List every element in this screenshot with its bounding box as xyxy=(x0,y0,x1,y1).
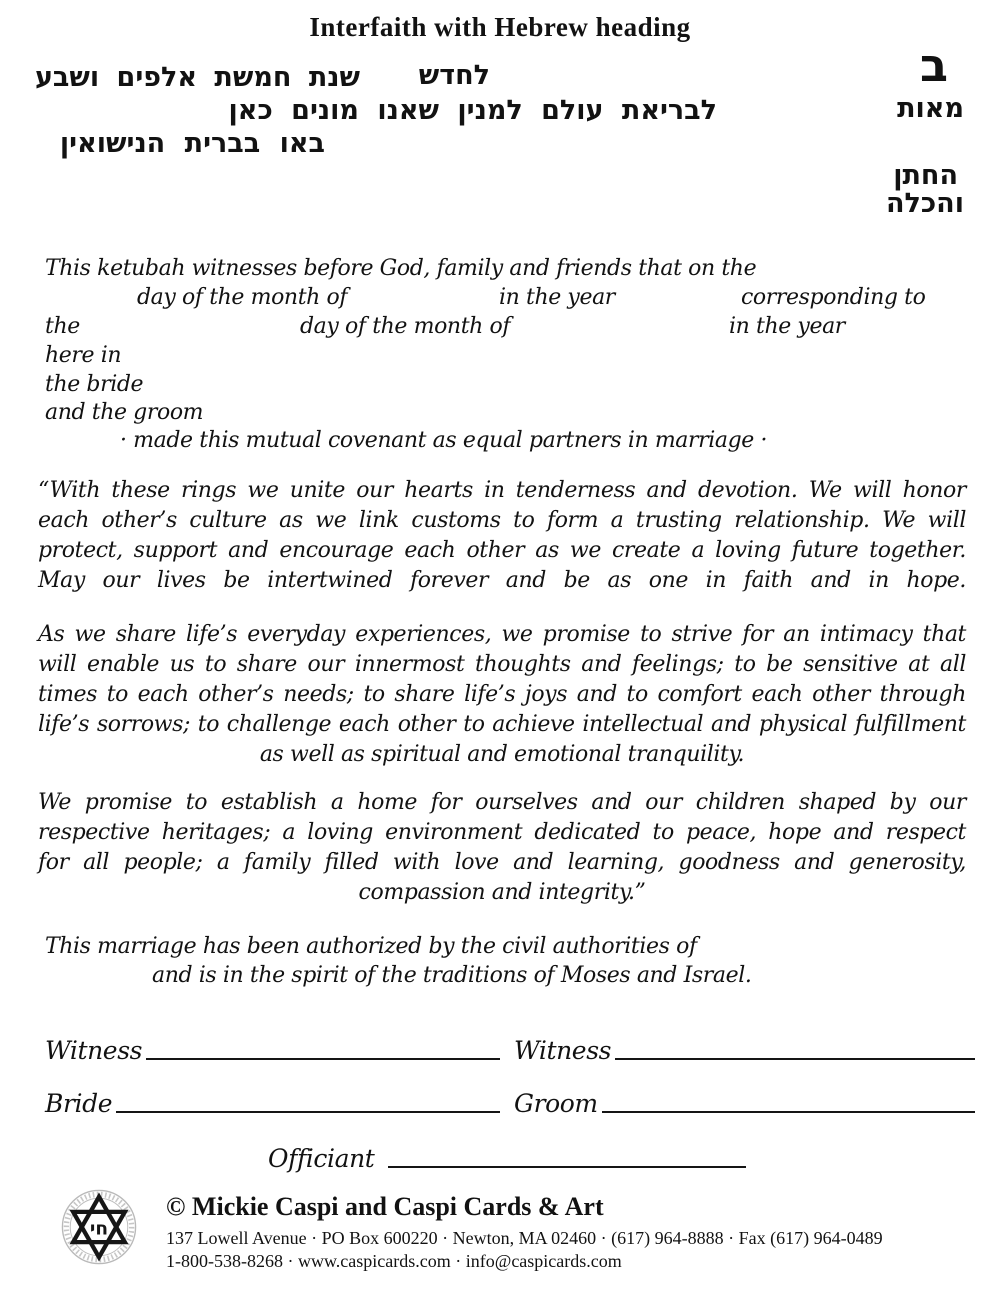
p2-line: “With these rings we unite our hearts in tenderness and devotion. We will honor xyxy=(38,478,966,503)
p1-day-of-month-1: day of the month of xyxy=(137,285,348,310)
page-title: Interfaith with Hebrew heading xyxy=(309,12,691,42)
p5-civil-authorities: This marriage has been authorized by the civil authorities of xyxy=(45,934,697,959)
witness-right-group xyxy=(514,1037,975,1065)
paragraph-home-promise xyxy=(38,788,966,908)
star-of-david-chai-icon xyxy=(60,1188,138,1266)
witness-row xyxy=(45,1028,975,1064)
p1-in-the-year-1: in the year xyxy=(499,285,615,310)
officiant-row xyxy=(268,1136,746,1172)
p3-line: As we share life’s everyday experiences, we promise to strive for an intimacy that xyxy=(38,622,966,647)
p1-line1: This ketubah witnesses before God, family and friends that on the xyxy=(45,256,757,281)
hebrew-year-phrase: שנת חמשת אלפים ושבע xyxy=(34,62,360,93)
paragraph-rings-vow xyxy=(38,476,966,596)
officiant-signature-line xyxy=(388,1165,746,1168)
p3-line: as well as spiritual and emotional tranquility. xyxy=(259,742,745,767)
groom-signature-line xyxy=(602,1110,975,1113)
p4-line: compassion and integrity.” xyxy=(358,880,646,905)
bride-label: Bride xyxy=(45,1088,113,1118)
bride-group xyxy=(45,1090,500,1118)
hebrew-creation-line: לבריאת עולם למנין שאנו מונים כאן xyxy=(228,95,717,126)
footer-contact: 1-800-538-8268 · www.caspicards.com · info@caspicards.com xyxy=(166,1251,622,1271)
p2-line: May our lives be intertwined forever and be as one in faith and in hope. xyxy=(38,568,966,593)
p3-line: times to each other’s needs; to share life’s joys and to comfort each other through xyxy=(38,682,966,707)
p4-line: We promise to establish a home for ourselves and our children shaped by our xyxy=(38,790,966,815)
p1-covenant-line: · made this mutual covenant as equal partners in marriage · xyxy=(120,428,768,453)
p4-line: for all people; a family filled with love and learning, goodness and generosity, xyxy=(38,850,966,875)
footer-copyright: © Mickie Caspi and Caspi Cards & Art xyxy=(166,1192,604,1221)
bride-signature-line xyxy=(116,1110,500,1113)
footer-address: 137 Lowell Avenue · PO Box 600220 · Newton, MA 02460 · (617) 964-8888 · Fax (617) 964-0489 xyxy=(166,1228,883,1248)
groom-group xyxy=(514,1090,975,1118)
p2-line: each other’s culture as we link customs to form a trusting relationship. We will xyxy=(38,508,966,533)
hebrew-covenant-line: באו בברית הנישואין xyxy=(59,128,325,159)
paragraph-sharing-life xyxy=(38,620,966,770)
witness-right-signature-line xyxy=(615,1057,975,1060)
p5-moses-israel: and is in the spirit of the traditions of Moses and Israel. xyxy=(152,963,752,988)
p3-line: life’s sorrows; to challenge each other to achieve intellectual and physical fulfillment xyxy=(38,712,966,737)
p4-line: respective heritages; a loving environment dedicated to peace, hope and respect xyxy=(38,820,966,845)
p3-line: will enable us to share our innermost thoughts and feelings; to be sensitive at all xyxy=(38,652,966,677)
hebrew-letter-bet: ב xyxy=(919,38,948,92)
witness-left-group xyxy=(45,1037,500,1065)
hebrew-bride-label: והכלה xyxy=(886,188,964,219)
p1-and-the-groom: and the groom xyxy=(45,400,204,425)
logo-chai-text: חי xyxy=(89,1218,109,1240)
hebrew-groom-label: החתן xyxy=(893,160,958,191)
p1-the-bride: the bride xyxy=(45,372,144,397)
witness-left-signature-line xyxy=(146,1057,500,1060)
hebrew-month-word: לחדש xyxy=(418,60,490,91)
p1-day-of-month-2: day of the month of xyxy=(300,314,511,339)
p1-here-in: here in xyxy=(45,343,122,368)
p1-in-the-year-2: in the year xyxy=(729,314,845,339)
p1-the: the xyxy=(45,314,80,339)
hebrew-meot: מאות xyxy=(897,93,964,124)
caspi-logo xyxy=(60,1188,138,1271)
witness-left-label: Witness xyxy=(45,1035,143,1065)
groom-label: Groom xyxy=(514,1088,598,1118)
p1-corresponding-to: corresponding to xyxy=(741,285,926,310)
p2-line: protect, support and encourage each other as we create a loving future together. xyxy=(38,538,966,563)
bride-groom-row xyxy=(45,1081,975,1117)
witness-right-label: Witness xyxy=(514,1035,612,1065)
officiant-label: Officiant xyxy=(268,1143,375,1173)
